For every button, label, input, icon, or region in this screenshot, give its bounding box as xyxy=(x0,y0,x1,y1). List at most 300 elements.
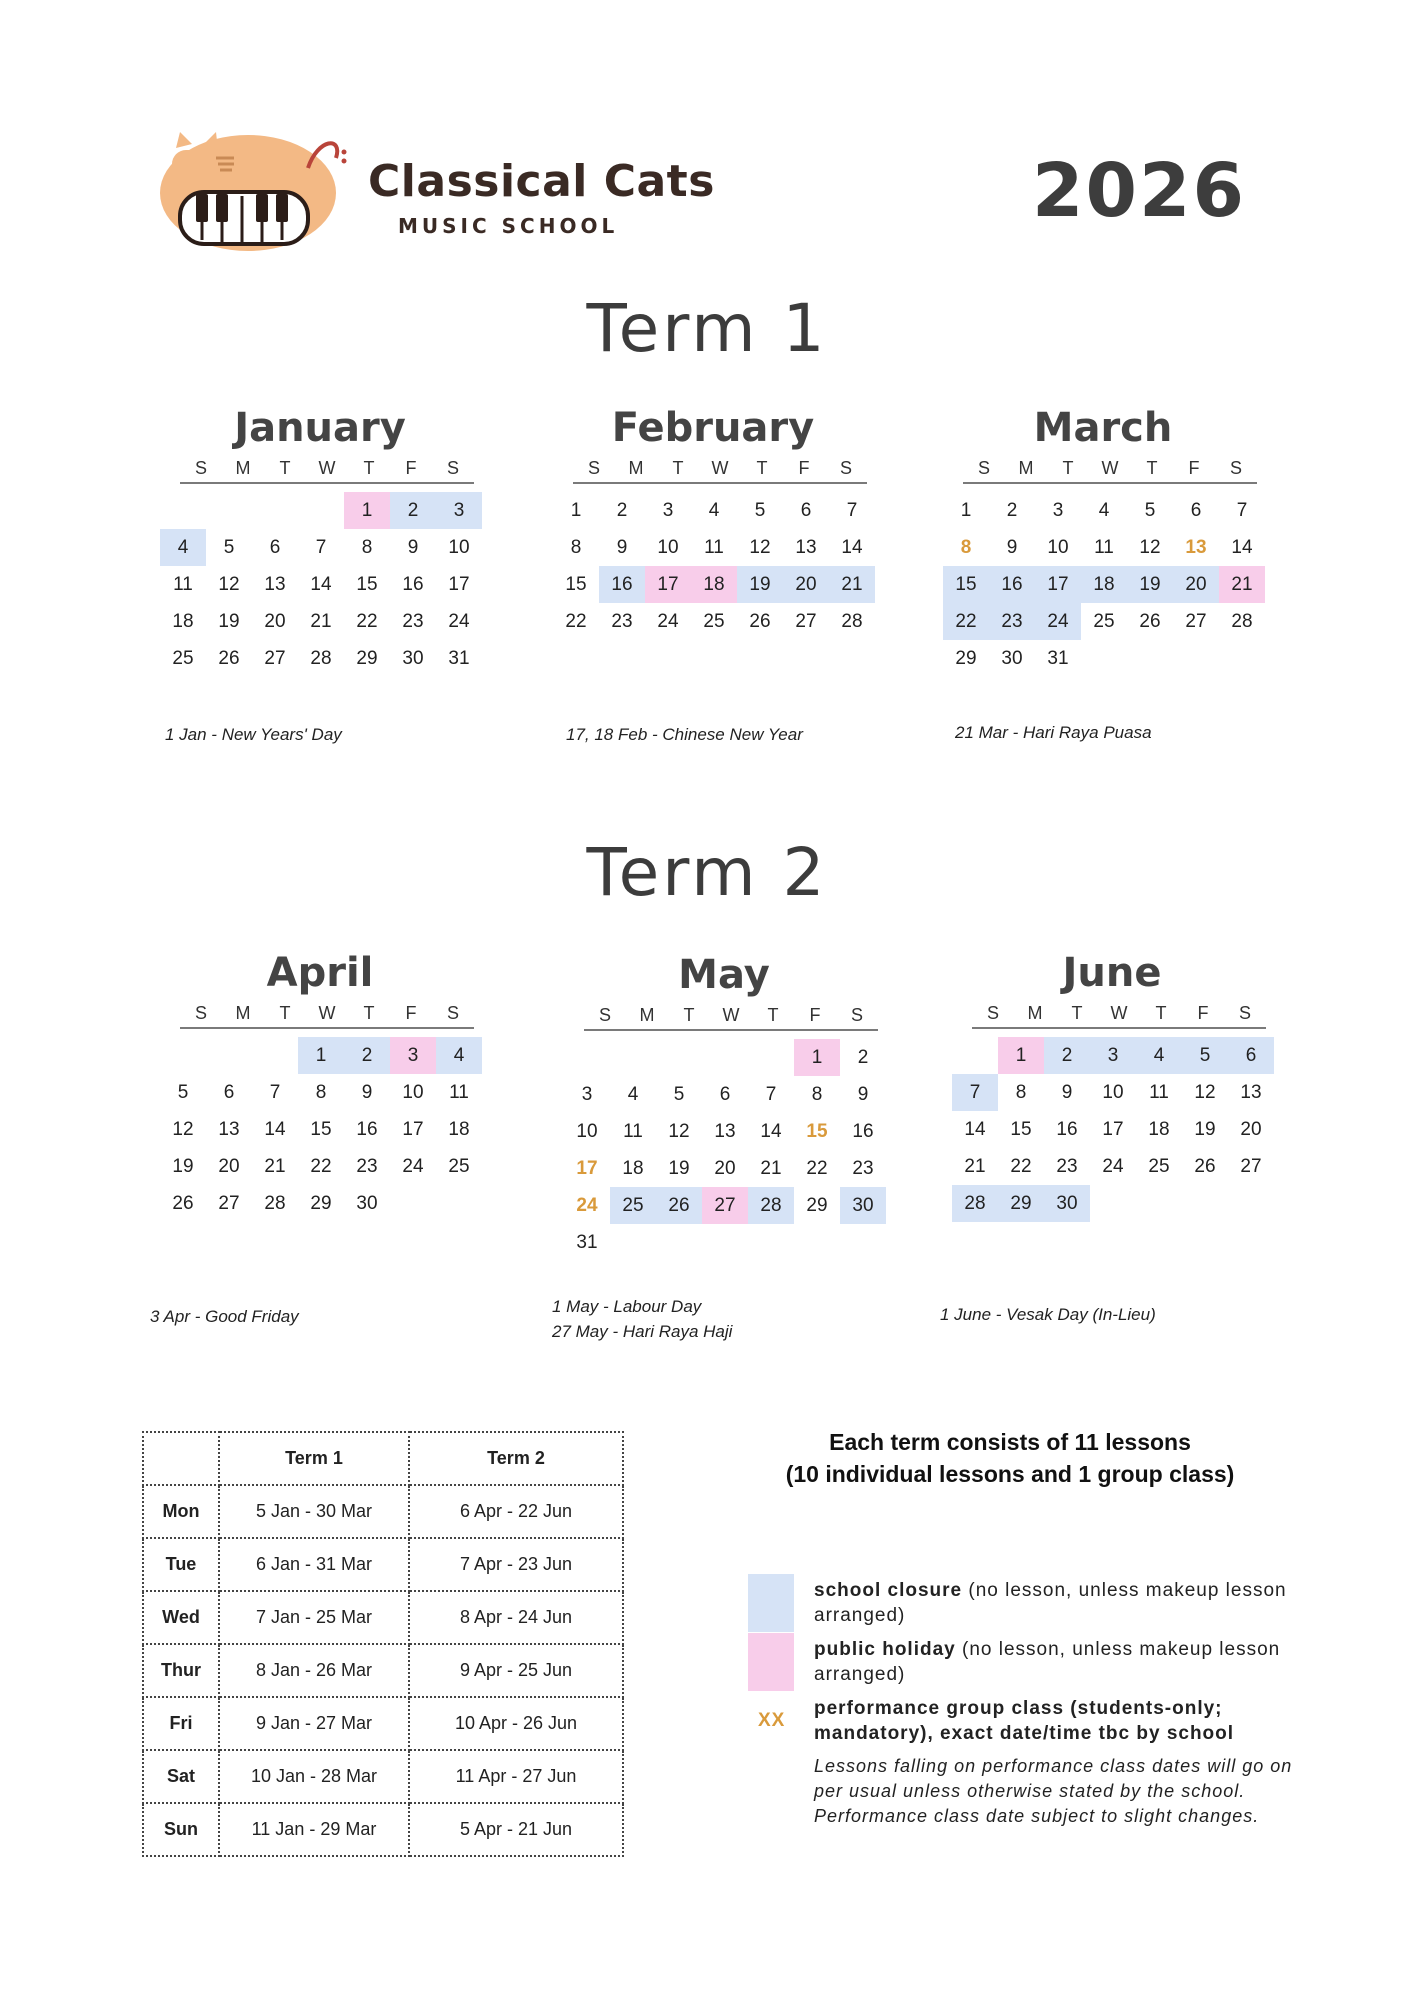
day-grid xyxy=(160,1037,480,1222)
day-cell: 4 xyxy=(436,1037,482,1074)
day-cell: 21 xyxy=(964,1156,986,1177)
holiday-detail: (no lesson, unless makeup lesson arranged) xyxy=(814,1639,1281,1685)
day-cell: 27 xyxy=(795,611,817,632)
day-cell: 1 xyxy=(570,500,582,521)
day-cell: 7 xyxy=(846,500,858,521)
day-cell: 22 xyxy=(806,1158,828,1179)
row-day: Thur xyxy=(143,1644,219,1697)
weekday-label: S xyxy=(1229,458,1242,478)
holiday-note-line: 1 May - Labour Day xyxy=(552,1297,702,1316)
day-cell: 14 xyxy=(1231,537,1253,558)
day-cell: 10 xyxy=(1047,537,1069,558)
table-row xyxy=(143,1644,623,1697)
day-cell: 8 xyxy=(1015,1082,1027,1103)
day-cell: 25 xyxy=(610,1187,656,1224)
weekday-label: W xyxy=(1110,1003,1128,1023)
day-cell: 2 xyxy=(857,1047,869,1068)
lesson-schedule-table xyxy=(142,1431,624,1857)
day-cell: 22 xyxy=(1010,1156,1032,1177)
day-cell: 23 xyxy=(402,611,424,632)
day-cell: 1 xyxy=(960,500,972,521)
day-cell: 27 xyxy=(1185,611,1207,632)
weekday-label: M xyxy=(639,1005,655,1025)
day-cell: 18 xyxy=(1148,1119,1170,1140)
weekday-header xyxy=(180,454,474,484)
empty-day-cell xyxy=(610,1039,656,1076)
day-cell: 26 xyxy=(749,611,771,632)
calendar-year: 2026 xyxy=(1032,148,1246,234)
day-cell: 30 xyxy=(1044,1185,1090,1222)
row-term2: 5 Apr - 21 Jun xyxy=(409,1803,623,1856)
day-cell: 19 xyxy=(737,566,783,603)
day-cell: 5 xyxy=(223,537,235,558)
day-cell: 18 xyxy=(172,611,194,632)
march-holiday-note xyxy=(955,720,1152,745)
day-cell: 3 xyxy=(1090,1037,1136,1074)
weekday-label: T xyxy=(683,1005,695,1025)
table-header-term1: Term 1 xyxy=(219,1432,409,1485)
day-cell: 5 xyxy=(754,500,766,521)
day-cell: 10 xyxy=(402,1082,424,1103)
row-term2: 11 Apr - 27 Jun xyxy=(409,1750,623,1803)
june-holiday-note xyxy=(940,1302,1156,1327)
weekday-label: F xyxy=(405,1003,417,1023)
day-cell: 12 xyxy=(218,574,240,595)
performance-note: Lessons falling on performance class dates will go on per usual unless otherwise stated by the school. Performance class date subject to slight changes. xyxy=(814,1756,1293,1826)
closure-legend-text xyxy=(814,1578,1294,1628)
day-cell: 19 xyxy=(668,1158,690,1179)
day-cell: 26 xyxy=(218,648,240,669)
day-grid xyxy=(952,1037,1272,1222)
weekday-label: T xyxy=(1071,1003,1083,1023)
day-cell: 31 xyxy=(448,648,470,669)
day-cell: 20 xyxy=(218,1156,240,1177)
row-term1: 6 Jan - 31 Mar xyxy=(219,1538,409,1591)
day-cell: 2 xyxy=(1006,500,1018,521)
day-cell: 2 xyxy=(390,492,436,529)
weekday-label: M xyxy=(1027,1003,1043,1023)
day-cell: 13 xyxy=(1185,537,1207,558)
day-cell: 19 xyxy=(218,611,240,632)
weekday-label: S xyxy=(446,1003,459,1023)
day-cell: 12 xyxy=(172,1119,194,1140)
day-cell: 15 xyxy=(310,1119,332,1140)
empty-day-cell xyxy=(298,492,344,529)
month-name: April xyxy=(266,950,374,996)
day-cell: 3 xyxy=(581,1084,593,1105)
weekday-label: M xyxy=(628,458,644,478)
day-cell: 14 xyxy=(310,574,332,595)
day-cell: 25 xyxy=(703,611,725,632)
day-cell: 15 xyxy=(943,566,989,603)
day-cell: 27 xyxy=(1240,1156,1262,1177)
day-cell: 31 xyxy=(576,1232,598,1253)
row-term1: 7 Jan - 25 Mar xyxy=(219,1591,409,1644)
day-cell: 28 xyxy=(952,1185,998,1222)
day-cell: 8 xyxy=(811,1084,823,1105)
day-cell: 22 xyxy=(565,611,587,632)
day-cell: 16 xyxy=(356,1119,378,1140)
day-cell: 24 xyxy=(1102,1156,1124,1177)
day-cell: 23 xyxy=(852,1158,874,1179)
day-cell: 26 xyxy=(1139,611,1161,632)
empty-day-cell xyxy=(702,1039,748,1076)
day-cell: 21 xyxy=(760,1158,782,1179)
day-grid xyxy=(553,492,873,640)
day-cell: 24 xyxy=(576,1195,598,1216)
school-subtitle: MUSIC SCHOOL xyxy=(398,214,619,238)
term-1-title: Term 1 xyxy=(586,290,828,367)
day-cell: 5 xyxy=(1182,1037,1228,1074)
weekday-label: T xyxy=(279,458,291,478)
weekday-header xyxy=(573,454,867,484)
day-cell: 17 xyxy=(576,1158,598,1179)
day-cell: 14 xyxy=(841,537,863,558)
performance-label: performance group class (students-only; mandatory), exact date/time tbc by school xyxy=(814,1698,1235,1744)
weekday-label: M xyxy=(235,458,251,478)
day-cell: 23 xyxy=(1056,1156,1078,1177)
month-january xyxy=(160,402,480,677)
may-holiday-note xyxy=(552,1294,732,1344)
day-cell: 16 xyxy=(852,1121,874,1142)
month-may xyxy=(564,949,884,1261)
day-cell: 6 xyxy=(1190,500,1202,521)
day-cell: 27 xyxy=(218,1193,240,1214)
weekday-label: F xyxy=(798,458,810,478)
day-cell: 5 xyxy=(177,1082,189,1103)
month-name: March xyxy=(1033,405,1173,451)
empty-day-cell xyxy=(748,1039,794,1076)
cat-piano-logo-icon xyxy=(158,128,348,258)
holiday-note-line: 21 Mar - Hari Raya Puasa xyxy=(955,723,1152,742)
empty-day-cell xyxy=(160,1037,206,1074)
weekday-label: M xyxy=(235,1003,251,1023)
day-cell: 31 xyxy=(1047,648,1069,669)
day-cell: 4 xyxy=(160,529,206,566)
table-row xyxy=(143,1591,623,1644)
february-holiday-note xyxy=(566,722,803,747)
day-cell: 21 xyxy=(1219,566,1265,603)
day-cell: 29 xyxy=(955,648,977,669)
weekday-label: W xyxy=(318,1003,336,1023)
day-cell: 20 xyxy=(1240,1119,1262,1140)
day-cell: 4 xyxy=(1136,1037,1182,1074)
day-cell: 20 xyxy=(1173,566,1219,603)
empty-day-cell xyxy=(952,1037,998,1074)
weekday-label: F xyxy=(1197,1003,1209,1023)
day-cell: 26 xyxy=(172,1193,194,1214)
day-cell: 21 xyxy=(264,1156,286,1177)
day-cell: 25 xyxy=(1148,1156,1170,1177)
day-cell: 4 xyxy=(627,1084,639,1105)
day-cell: 18 xyxy=(448,1119,470,1140)
day-cell: 2 xyxy=(1044,1037,1090,1074)
empty-day-cell xyxy=(206,1037,252,1074)
day-cell: 12 xyxy=(668,1121,690,1142)
row-term2: 7 Apr - 23 Jun xyxy=(409,1538,623,1591)
row-term2: 8 Apr - 24 Jun xyxy=(409,1591,623,1644)
day-cell: 22 xyxy=(356,611,378,632)
row-term1: 11 Jan - 29 Mar xyxy=(219,1803,409,1856)
weekday-label: T xyxy=(1155,1003,1167,1023)
day-cell: 6 xyxy=(269,537,281,558)
weekday-label: T xyxy=(363,1003,375,1023)
day-cell: 13 xyxy=(795,537,817,558)
day-cell: 25 xyxy=(1093,611,1115,632)
day-cell: 24 xyxy=(448,611,470,632)
weekday-label: S xyxy=(977,458,990,478)
day-cell: 28 xyxy=(264,1193,286,1214)
holiday-note-line: 27 May - Hari Raya Haji xyxy=(552,1322,733,1341)
day-cell: 21 xyxy=(310,611,332,632)
day-cell: 8 xyxy=(570,537,582,558)
day-cell: 4 xyxy=(1098,500,1110,521)
row-term2: 10 Apr - 26 Jun xyxy=(409,1697,623,1750)
day-cell: 5 xyxy=(673,1084,685,1105)
day-cell: 20 xyxy=(714,1158,736,1179)
day-cell: 30 xyxy=(1001,648,1023,669)
day-cell: 30 xyxy=(402,648,424,669)
day-cell: 17 xyxy=(1102,1119,1124,1140)
weekday-label: T xyxy=(1146,458,1158,478)
weekday-label: T xyxy=(767,1005,779,1025)
closure-detail: (no lesson, unless makeup lesson arranged) xyxy=(814,1580,1287,1626)
holiday-note-line: 1 June - Vesak Day (In-Lieu) xyxy=(940,1305,1156,1324)
day-cell: 7 xyxy=(315,537,327,558)
holiday-label: public holiday xyxy=(814,1639,956,1660)
day-cell: 27 xyxy=(702,1187,748,1224)
weekday-label: T xyxy=(756,458,768,478)
day-cell: 20 xyxy=(264,611,286,632)
weekday-label: F xyxy=(809,1005,821,1025)
holiday-legend-text xyxy=(814,1637,1294,1687)
day-cell: 25 xyxy=(172,648,194,669)
january-holiday-note xyxy=(165,722,342,747)
april-holiday-note xyxy=(150,1304,299,1329)
closure-label: school closure xyxy=(814,1580,963,1601)
day-cell: 16 xyxy=(402,574,424,595)
weekday-label: W xyxy=(1101,458,1119,478)
day-cell: 24 xyxy=(1035,603,1081,640)
holiday-note-line: 1 Jan - New Years' Day xyxy=(165,725,342,744)
day-cell: 8 xyxy=(361,537,373,558)
day-cell: 12 xyxy=(749,537,771,558)
day-cell: 18 xyxy=(622,1158,644,1179)
day-cell: 19 xyxy=(172,1156,194,1177)
performance-legend-text xyxy=(814,1696,1294,1746)
day-cell: 17 xyxy=(645,566,691,603)
day-cell: 30 xyxy=(356,1193,378,1214)
weekday-label: W xyxy=(711,458,729,478)
term-2-title: Term 2 xyxy=(586,834,828,911)
weekday-label: S xyxy=(850,1005,863,1025)
day-cell: 10 xyxy=(448,537,470,558)
day-cell: 9 xyxy=(616,537,628,558)
weekday-label: S xyxy=(839,458,852,478)
row-term2: 6 Apr - 22 Jun xyxy=(409,1485,623,1538)
row-day: Wed xyxy=(143,1591,219,1644)
day-cell: 12 xyxy=(1194,1082,1216,1103)
day-cell: 11 xyxy=(623,1121,643,1142)
day-cell: 7 xyxy=(952,1074,998,1111)
summary-line-1: Each term consists of 11 lessons xyxy=(829,1429,1191,1455)
day-cell: 9 xyxy=(1061,1082,1073,1103)
day-grid xyxy=(564,1039,884,1261)
day-cell: 10 xyxy=(576,1121,598,1142)
weekday-label: S xyxy=(986,1003,999,1023)
day-cell: 9 xyxy=(407,537,419,558)
day-cell: 29 xyxy=(806,1195,828,1216)
day-cell: 9 xyxy=(857,1084,869,1105)
table-header-term2: Term 2 xyxy=(409,1432,623,1485)
weekday-label: S xyxy=(194,1003,207,1023)
weekday-label: W xyxy=(318,458,336,478)
school-logo xyxy=(158,128,715,258)
day-cell: 11 xyxy=(173,574,193,595)
day-cell: 3 xyxy=(436,492,482,529)
month-april xyxy=(160,947,480,1222)
day-cell: 6 xyxy=(800,500,812,521)
row-day: Mon xyxy=(143,1485,219,1538)
summary-line-2: (10 individual lessons and 1 group class) xyxy=(785,1461,1235,1487)
row-day: Sat xyxy=(143,1750,219,1803)
day-cell: 1 xyxy=(794,1039,840,1076)
month-june xyxy=(952,947,1272,1222)
day-grid xyxy=(943,492,1263,677)
month-name: February xyxy=(611,405,815,451)
table-row xyxy=(143,1485,623,1538)
day-cell: 29 xyxy=(998,1185,1044,1222)
empty-day-cell xyxy=(656,1039,702,1076)
table-row xyxy=(143,1750,623,1803)
empty-day-cell xyxy=(206,492,252,529)
weekday-label: F xyxy=(1188,458,1200,478)
month-name: May xyxy=(678,952,770,998)
day-cell: 10 xyxy=(657,537,679,558)
day-cell: 4 xyxy=(708,500,720,521)
weekday-header xyxy=(963,454,1257,484)
day-cell: 14 xyxy=(760,1121,782,1142)
row-day: Tue xyxy=(143,1538,219,1591)
day-cell: 3 xyxy=(390,1037,436,1074)
weekday-header xyxy=(972,999,1266,1029)
day-cell: 24 xyxy=(402,1156,424,1177)
day-cell: 17 xyxy=(402,1119,424,1140)
day-cell: 15 xyxy=(356,574,378,595)
holiday-note-line: 3 Apr - Good Friday xyxy=(150,1307,299,1326)
month-name: January xyxy=(234,405,406,451)
empty-day-cell xyxy=(252,492,298,529)
day-cell: 8 xyxy=(960,537,972,558)
weekday-label: S xyxy=(598,1005,611,1025)
day-cell: 8 xyxy=(315,1082,327,1103)
day-grid xyxy=(160,492,480,677)
day-cell: 7 xyxy=(269,1082,281,1103)
month-march xyxy=(943,402,1263,677)
day-cell: 12 xyxy=(1139,537,1161,558)
day-cell: 28 xyxy=(1231,611,1253,632)
table-row xyxy=(143,1803,623,1856)
month-name: June xyxy=(1062,950,1162,996)
day-cell: 6 xyxy=(223,1082,235,1103)
day-cell: 18 xyxy=(691,566,737,603)
weekday-label: S xyxy=(194,458,207,478)
month-february xyxy=(553,402,873,640)
row-term1: 5 Jan - 30 Mar xyxy=(219,1485,409,1538)
day-cell: 3 xyxy=(662,500,674,521)
day-cell: 6 xyxy=(719,1084,731,1105)
row-term1: 8 Jan - 26 Mar xyxy=(219,1644,409,1697)
day-cell: 23 xyxy=(989,603,1035,640)
day-cell: 2 xyxy=(344,1037,390,1074)
day-cell: 21 xyxy=(829,566,875,603)
day-cell: 14 xyxy=(264,1119,286,1140)
day-cell: 5 xyxy=(1144,500,1156,521)
performance-mark: XX xyxy=(758,1710,786,1731)
day-cell: 29 xyxy=(310,1193,332,1214)
day-cell: 28 xyxy=(310,648,332,669)
table-row xyxy=(143,1697,623,1750)
row-day: Fri xyxy=(143,1697,219,1750)
row-term1: 10 Jan - 28 Mar xyxy=(219,1750,409,1803)
weekday-label: T xyxy=(279,1003,291,1023)
row-day: Sun xyxy=(143,1803,219,1856)
day-cell: 13 xyxy=(1240,1082,1262,1103)
table-row xyxy=(143,1538,623,1591)
day-cell: 9 xyxy=(361,1082,373,1103)
day-cell: 19 xyxy=(1127,566,1173,603)
day-cell: 16 xyxy=(1056,1119,1078,1140)
day-cell: 16 xyxy=(599,566,645,603)
day-cell: 25 xyxy=(448,1156,470,1177)
day-cell: 27 xyxy=(264,648,286,669)
day-cell: 26 xyxy=(1194,1156,1216,1177)
day-cell: 30 xyxy=(840,1187,886,1224)
day-cell: 7 xyxy=(1236,500,1248,521)
weekday-label: S xyxy=(446,458,459,478)
day-cell: 22 xyxy=(310,1156,332,1177)
day-cell: 18 xyxy=(1081,566,1127,603)
weekday-label: W xyxy=(722,1005,740,1025)
day-cell: 9 xyxy=(1006,537,1018,558)
holiday-note-line: 17, 18 Feb - Chinese New Year xyxy=(566,725,803,744)
day-cell: 13 xyxy=(714,1121,736,1142)
day-cell: 15 xyxy=(806,1121,828,1142)
day-cell: 15 xyxy=(1010,1119,1032,1140)
day-cell: 1 xyxy=(344,492,390,529)
day-cell: 23 xyxy=(611,611,633,632)
term-summary xyxy=(730,1426,1290,1490)
weekday-label: T xyxy=(1062,458,1074,478)
day-cell: 13 xyxy=(264,574,286,595)
school-name: Classical Cats xyxy=(368,156,715,207)
day-cell: 19 xyxy=(1194,1119,1216,1140)
weekday-header xyxy=(180,999,474,1029)
day-cell: 26 xyxy=(656,1187,702,1224)
closure-swatch xyxy=(748,1574,794,1632)
day-cell: 1 xyxy=(998,1037,1044,1074)
day-cell: 14 xyxy=(964,1119,986,1140)
weekday-label: S xyxy=(1238,1003,1251,1023)
day-cell: 11 xyxy=(449,1082,469,1103)
day-cell: 28 xyxy=(748,1187,794,1224)
day-cell: 17 xyxy=(1035,566,1081,603)
day-cell: 11 xyxy=(1094,537,1114,558)
weekday-label: M xyxy=(1018,458,1034,478)
empty-day-cell xyxy=(252,1037,298,1074)
day-cell: 28 xyxy=(841,611,863,632)
table-header-row xyxy=(143,1432,623,1485)
